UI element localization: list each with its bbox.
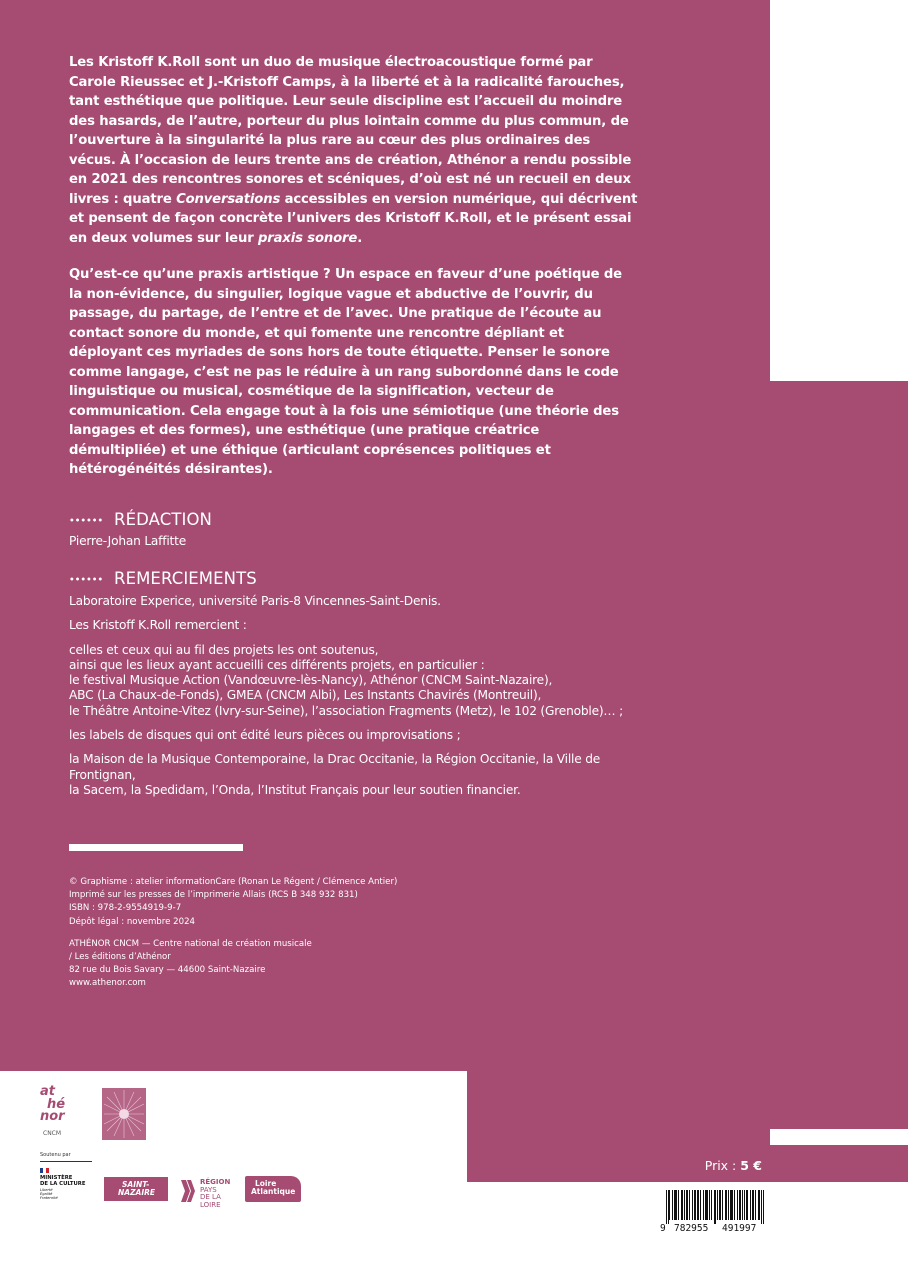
barcode-bar	[726, 1190, 727, 1220]
barcode-bar	[695, 1190, 696, 1220]
saint-nazaire-line: NAZAIRE	[118, 1188, 156, 1197]
barcode-bar	[731, 1190, 732, 1220]
barcode-bar	[747, 1190, 748, 1220]
remerciements-text	[69, 594, 669, 807]
barcode-bar	[711, 1190, 712, 1220]
cover-background-right-band	[770, 381, 908, 1129]
athenor-logo-line: nor	[40, 1109, 65, 1124]
barcode-bar	[739, 1190, 740, 1220]
barcode-bar	[761, 1190, 762, 1224]
barcode-bar	[705, 1190, 706, 1220]
barcode-bar	[730, 1190, 731, 1220]
region-line: PAYS	[200, 1185, 217, 1194]
barcode-digits: 9 782955 491997	[660, 1223, 757, 1234]
barcode-bar	[666, 1190, 667, 1224]
soutenu-par-rule	[40, 1161, 92, 1162]
barcode-bar	[763, 1190, 764, 1224]
barcode-bar	[719, 1190, 720, 1220]
publisher-address-block: ATHÉNOR CNCM — Centre national de création musicale / Les éditions d’Athénor 82 rue du Bois Savary — 44600 Saint-Nazaire www.athenor.com	[69, 938, 312, 989]
region-line: DE LA LOIRE	[200, 1193, 221, 1209]
loire-atlantique-logo	[245, 1176, 301, 1202]
ministere-culture-logo	[40, 1168, 96, 1200]
barcode-bar	[674, 1190, 675, 1220]
divider-bar	[69, 844, 243, 851]
barcode-bar	[758, 1190, 759, 1220]
barcode-bar	[737, 1190, 738, 1220]
barcode-bar	[706, 1190, 707, 1220]
barcode-bar	[725, 1190, 726, 1220]
region-pays-de-la-loire-logo	[180, 1178, 242, 1209]
barcode-bar	[707, 1190, 708, 1220]
barcode-bar	[682, 1190, 683, 1220]
remerciements-line: Les Kristoff K.Roll remercient :	[69, 618, 247, 633]
barcode-bar	[687, 1190, 688, 1220]
barcode-bar	[668, 1190, 669, 1224]
barcode-bar	[672, 1190, 673, 1220]
credits-block: © Graphisme : atelier informationCare (Ronan Le Régent / Clémence Antier) Imprimé sur les presses de l’imprimerie Allais (RCS B 348 932 831) ISBN : 978-2-9554919-9-7 Dépôt légal : novembre 2024	[69, 877, 398, 927]
barcode-bar	[698, 1190, 699, 1220]
remerciements-line: Laboratoire Experice, université Paris-8 Vincennes-Saint-Denis.	[69, 594, 441, 608]
barcode-bar	[734, 1190, 735, 1220]
price-value: 5 €	[740, 1158, 762, 1173]
barcode-bar	[742, 1190, 743, 1220]
barcode-bar	[715, 1190, 716, 1224]
athenor-logo	[40, 1086, 76, 1140]
barcode-bar	[732, 1190, 733, 1220]
barcode-bar	[676, 1190, 677, 1220]
athenor-logo-line: hé	[47, 1096, 66, 1112]
website-link[interactable]: www.athenor.com	[69, 978, 146, 989]
redaction-heading: RÉDACTION	[69, 510, 212, 529]
barcode-bar	[675, 1190, 676, 1220]
barcode-bar	[669, 1190, 670, 1220]
intro-paragraph-2: Qu’est-ce qu’une praxis artistique ? Un espace en faveur d’une poétique de la non-évidence, du singulier, logique vague et abductive de l’ouvrir, du passage, du partage, de l’entre et de l’avec. Une pratique de l’écoute au contact sonore du monde, et qui fomente une rencontre dépliant et déployant ces myriades de sons hors de toute étiquette. Penser le sonore comme langage, c’est ne pas le réduire à un rang subordonné dans le code linguistique ou musical, cosmétique de la signification, vecteur de communication. Cela engage tout à la fois une sémiotique (une théorie des langages et des formes), une esthétique (une pratique créatrice démultipliée) et une éthique (articulant coprésences politiques et hétérogénéités désirantes).	[69, 267, 622, 477]
barcode-bar	[697, 1190, 698, 1220]
barcode-bar	[744, 1190, 745, 1220]
region-line: RÉGION	[200, 1178, 231, 1186]
barcode-bar	[681, 1190, 682, 1220]
barcode-bar	[692, 1190, 693, 1220]
sunburst-icon	[102, 1088, 146, 1140]
barcode-bar	[755, 1190, 756, 1220]
isbn-barcode	[660, 1190, 771, 1236]
colophon	[69, 876, 397, 1000]
barcode-bar	[750, 1190, 751, 1220]
price: Prix : 5 €	[704, 1158, 762, 1173]
barcode-bar	[700, 1190, 701, 1220]
barcode-bar	[753, 1190, 754, 1220]
soutenu-par-label: Soutenu par	[40, 1152, 71, 1158]
barcode-bar	[703, 1190, 704, 1220]
remerciements-line: les labels de disques qui ont édité leurs pièces ou improvisations ;	[69, 728, 461, 743]
ministere-line: MINISTÈRE	[40, 1175, 73, 1181]
barcode-bar	[740, 1190, 741, 1220]
dots-icon	[69, 576, 103, 582]
remerciements-heading: REMERCIEMENTS	[69, 569, 257, 588]
loire-atlantique-line: Atlantique	[251, 1187, 296, 1196]
intro-text	[69, 53, 639, 497]
intro-paragraph-1: Les Kristoff K.Roll sont un duo de musique électroacoustique formé par Carole Rieussec et J.-Kristoff Camps, à la liberté et à la radicalité farouches, tant esthétique que politique. Leur seule discipline est l’accueil du moindre des hasards, de l’autre, porteur du plus lointain comme du plus commun, de l’ouverture à la singularité la plus rare au cœur des plus ordinaires des vécus. À l’occasion de leurs trente ans de création, Athénor a rendu possible en 2021 des rencontres sonores et scéniques, d’où est né un recueil en deux livres : quatre Conversations accessibles en version numérique, qui décrivent et pensent de façon concrète l’univers des Kristoff K.Roll, et le présent essai en deux volumes sur leur praxis sonore.	[69, 55, 638, 246]
barcode-bar	[714, 1190, 715, 1224]
athenor-logo-sub: CNCM	[43, 1129, 62, 1137]
barcode-bar	[722, 1190, 723, 1220]
ministere-line: DE LA CULTURE	[40, 1181, 86, 1187]
athenor-logo-line: at	[40, 1084, 55, 1099]
saint-nazaire-line: SAINT-	[122, 1180, 150, 1189]
cover-background-bottom-strip	[770, 1145, 908, 1182]
remerciements-block: celles et ceux qui au fil des projets les ont soutenus, ainsi que les lieux ayant accueilli ces différents projets, en particulier : le festival Musique Action (Vandœuvre-lès-Nancy), Athénor (CNCM Saint-Nazaire), ABC (La Chaux-de-Fonds), GMEA (CNCM Albi), Les Instants Chavirés (Montreuil), le Théâtre Antoine-Vitez (Ivry-sur-Seine), l’association Fragments (Metz), le 102 (Grenoble)… ;	[69, 642, 623, 718]
barcode-bar	[709, 1190, 710, 1220]
barcode-bar	[717, 1190, 718, 1220]
dots-icon	[69, 517, 103, 523]
barcode-bars-icon	[660, 1190, 771, 1224]
barcode-bar	[720, 1190, 721, 1220]
barcode-bar	[746, 1190, 747, 1220]
marianne-icon	[40, 1168, 49, 1173]
loire-atlantique-line: Loire	[255, 1179, 277, 1188]
barcode-bar	[686, 1190, 687, 1220]
barcode-bar	[689, 1190, 690, 1220]
barcode-bar	[759, 1190, 760, 1220]
ministere-motto: Liberté Égalité Fraternité	[40, 1188, 58, 1200]
barcode-bar	[752, 1190, 753, 1220]
barcode-bar	[678, 1190, 679, 1220]
barcode-bar	[728, 1190, 729, 1220]
barcode-bar	[694, 1190, 695, 1220]
barcode-bar	[684, 1190, 685, 1220]
redaction-name: Pierre-Johan Laffitte	[69, 534, 187, 548]
cncm-sunburst-logo	[102, 1088, 146, 1140]
saint-nazaire-logo	[104, 1177, 168, 1201]
region-chevron-icon	[180, 1178, 196, 1204]
remerciements-block: la Maison de la Musique Contemporaine, la Drac Occitanie, la Région Occitanie, la Ville de Frontignan, la Sacem, la Spedidam, l’Onda, l’Institut Français pour leur soutien financier.	[69, 752, 601, 797]
